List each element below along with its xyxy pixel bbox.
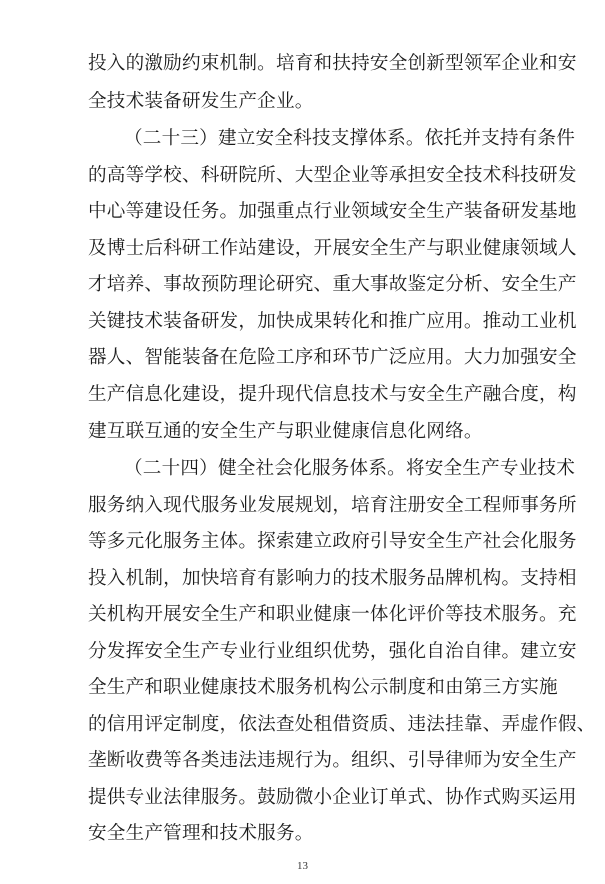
text-line: 及博士后科研工作站建设，开展安全生产与职业健康领域人 <box>88 238 577 259</box>
text-line: 服务纳入现代服务业发展规划，培育注册安全工程师事务所 <box>88 495 577 516</box>
text-line: 安全生产管理和技术服务。 <box>88 823 314 844</box>
text-line: 投入机制，加快培育有影响力的技术服务品牌机构。支持相 <box>88 568 577 589</box>
text-line: 中心等建设任务。加强重点行业领域安全生产装备研发基地 <box>88 201 577 222</box>
page-number: 13 <box>297 860 308 872</box>
text-line: 投入的激励约束机制。培育和扶持安全创新型领军企业和安 <box>88 53 577 74</box>
text-line: 全生产和职业健康技术服务机构公示制度和由第三方实施 <box>88 677 558 698</box>
text-line: 等多元化服务主体。探索建立政府引导安全生产社会化服务 <box>88 531 577 552</box>
section-heading-line: （二十四）健全社会化服务体系。将安全生产专业技术 <box>124 458 576 479</box>
text-line: 才培养、事故预防理论研究、重大事故鉴定分析、安全生产 <box>88 274 577 295</box>
text-line: 关键技术装备研发，加快成果转化和推广应用。推动工业机 <box>88 311 577 332</box>
text-line: 器人、智能装备在危险工序和环节广泛应用。大力加强安全 <box>88 347 577 368</box>
text-line: 的信用评定制度，依法查处租借资质、违法挂靠、弄虚作假、 <box>88 714 596 735</box>
text-line: 分发挥安全生产专业行业组织优势，强化自治自律。建立安 <box>88 641 577 662</box>
text-line: 垄断收费等各类违法违规行为。组织、引导律师为安全生产 <box>88 750 577 771</box>
text-line: 的高等学校、科研院所、大型企业等承担安全技术科技研发 <box>88 165 577 186</box>
text-line: 提供专业法律服务。鼓励微小企业订单式、协作式购买运用 <box>88 787 577 808</box>
text-line: 全技术装备研发生产企业。 <box>88 91 314 112</box>
text-line: 建互联互通的安全生产与职业健康信息化网络。 <box>88 421 483 442</box>
text-line: 关机构开展安全生产和职业健康一体化评价等技术服务。充 <box>88 604 577 625</box>
section-heading-line: （二十三）建立安全科技支撑体系。依托并支持有条件 <box>124 128 576 149</box>
text-line: 生产信息化建设，提升现代信息技术与安全生产融合度，构 <box>88 384 577 405</box>
